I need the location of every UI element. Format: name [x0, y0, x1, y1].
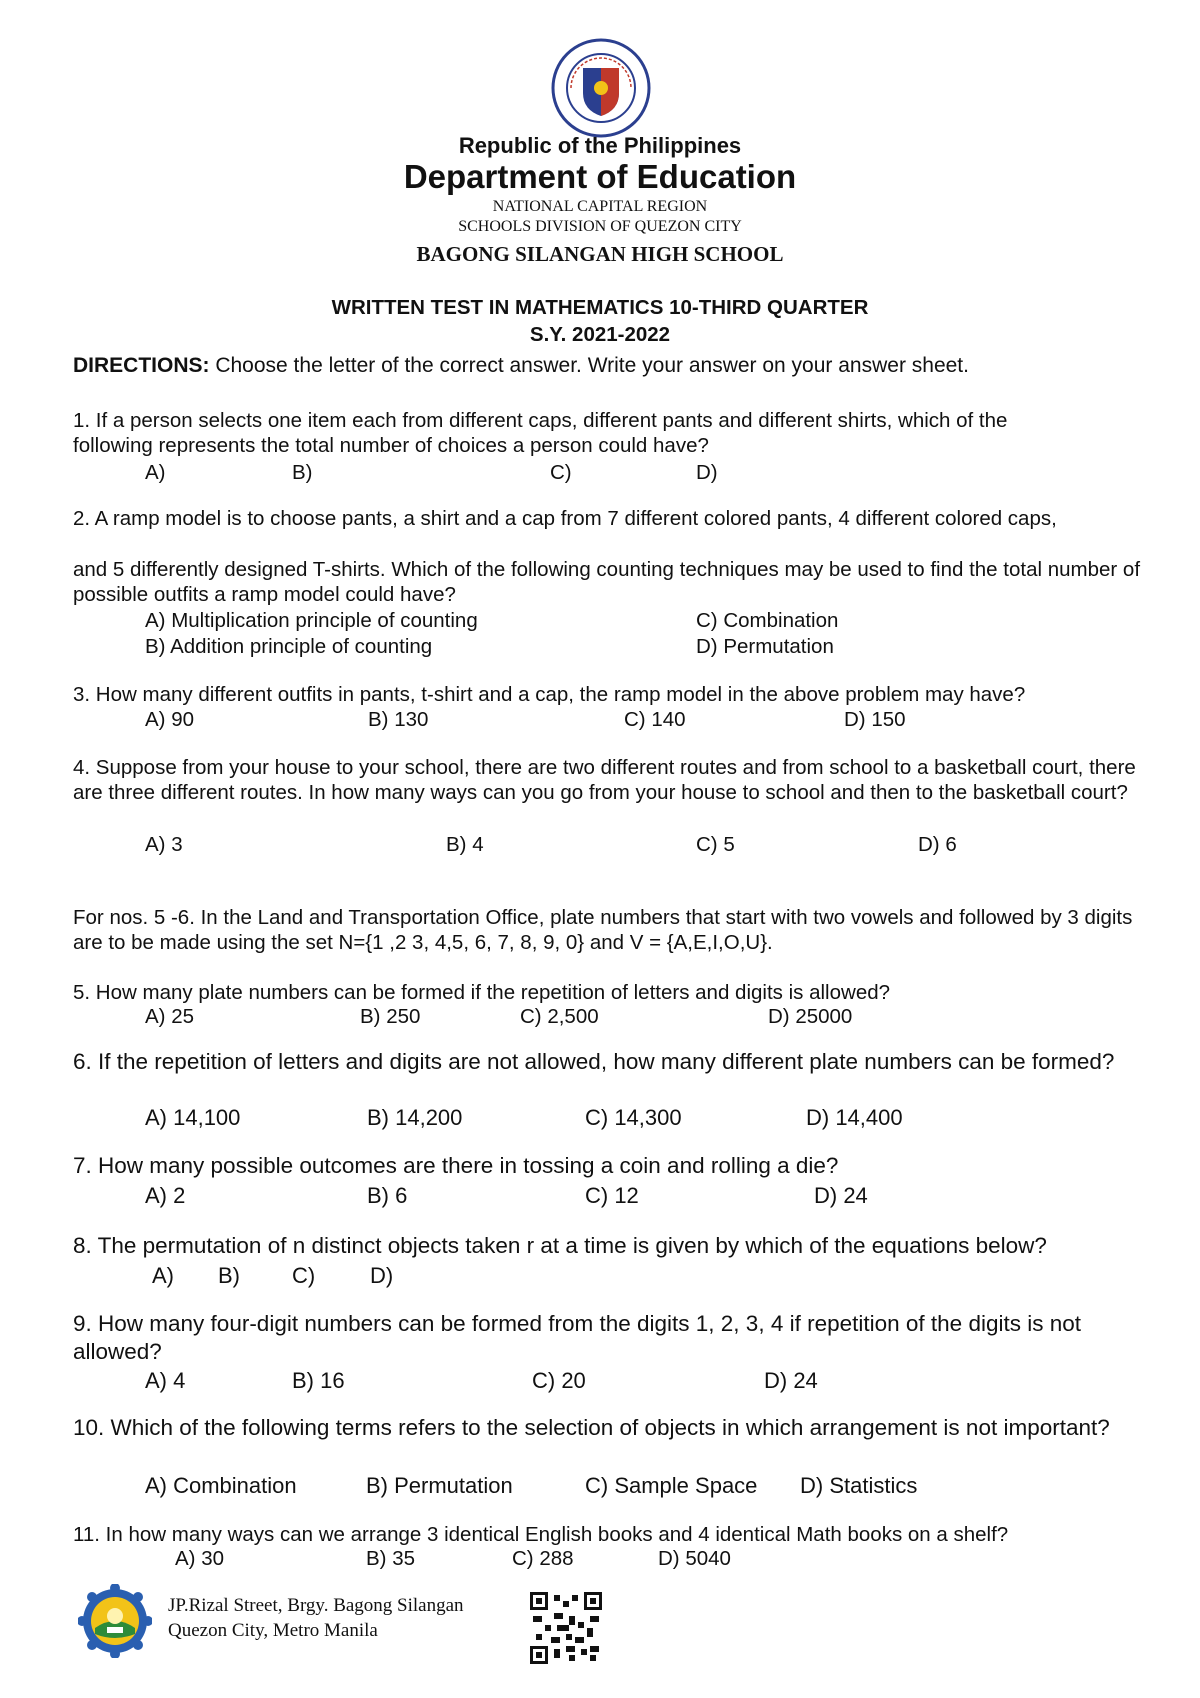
question-4-options: [0, 832, 1200, 857]
question-2: 2. A ramp model is to choose pants, a shirt and a cap from 7 different colored pants, 4 different colored caps,: [73, 507, 1057, 530]
option-a[interactable]: A) 2: [145, 1183, 186, 1208]
directions: [73, 353, 1143, 378]
option-c[interactable]: C): [550, 461, 572, 484]
question-2-options-row2: [0, 634, 1200, 659]
option-d[interactable]: D) 24: [814, 1183, 868, 1208]
question-3: 3. How many different outfits in pants, t-shirt and a cap, the ramp model in the above problem may have?: [73, 683, 1026, 706]
option-c[interactable]: C) 14,300: [585, 1105, 682, 1130]
option-b[interactable]: B) 250: [360, 1005, 421, 1028]
option-a[interactable]: A) 4: [145, 1368, 186, 1393]
option-d[interactable]: D): [370, 1263, 394, 1288]
question-1-options: [0, 460, 1200, 485]
school-year: S.Y. 2021-2022: [529, 323, 671, 346]
question-11: 11. In how many ways can we arrange 3 identical English books and 4 identical Math books on a shelf?: [73, 1523, 1009, 1546]
option-b[interactable]: B): [292, 461, 313, 484]
qr-code: [530, 1592, 602, 1664]
option-b[interactable]: B) 130: [368, 708, 429, 731]
option-c[interactable]: C) Combination: [696, 609, 839, 632]
question-6: 6. If the repetition of letters and digits are not allowed, how many different plate numbers can be formed?: [73, 1049, 1115, 1074]
region-line: NATIONAL CAPITAL REGION: [492, 198, 708, 215]
option-c[interactable]: C) 140: [624, 708, 686, 731]
directions-text: Choose the letter of the correct answer. Write your answer on your answer sheet.: [209, 354, 969, 377]
option-c[interactable]: C) 5: [696, 833, 735, 856]
department-heading: Department of Education: [403, 158, 797, 195]
question-10-options: [0, 1472, 1200, 1500]
question-7: 7. How many possible outcomes are there in tossing a coin and rolling a die?: [73, 1153, 839, 1178]
question-11-options: [0, 1546, 1200, 1571]
option-a[interactable]: A): [145, 461, 166, 484]
option-b[interactable]: B) 14,200: [367, 1105, 463, 1130]
option-a[interactable]: A) 14,100: [145, 1105, 241, 1130]
question-8-options: [0, 1262, 1200, 1290]
question-9: 9. How many four-digit numbers can be formed from the digits 1, 2, 3, 4 if repetition of the digits is not allowed?: [73, 1311, 1081, 1364]
republic-heading: Republic of the Philippines: [458, 133, 742, 158]
address-line-2: Quezon City, Metro Manila: [168, 1620, 378, 1641]
option-c[interactable]: C) 20: [532, 1368, 586, 1393]
test-title: WRITTEN TEST IN MATHEMATICS 10-THIRD QUARTER: [331, 296, 869, 319]
question-3-options: [0, 707, 1200, 732]
option-d[interactable]: D) 5040: [658, 1547, 731, 1570]
option-b[interactable]: B) Addition principle of counting: [145, 635, 433, 658]
option-d[interactable]: D) Permutation: [696, 635, 834, 658]
school-logo: [78, 1584, 152, 1658]
option-a[interactable]: A) 30: [175, 1547, 224, 1570]
option-c[interactable]: C) 12: [585, 1183, 639, 1208]
school-name: BAGONG SILANGAN HIGH SCHOOL: [416, 242, 784, 266]
option-a[interactable]: A): [152, 1263, 174, 1288]
directions-label: DIRECTIONS:: [73, 354, 210, 377]
question-2-options-row1: [0, 608, 1200, 633]
question-1: 1. If a person selects one item each from different caps, different pants and different shirts, which of the following represents the total number of choices a person could have?: [73, 409, 1008, 457]
option-c[interactable]: C) Sample Space: [585, 1473, 758, 1498]
option-d[interactable]: D) 150: [844, 708, 906, 731]
option-c[interactable]: C): [292, 1263, 316, 1288]
option-b[interactable]: B) Permutation: [366, 1473, 513, 1498]
deped-seal: [551, 38, 651, 138]
address-line-1: JP.Rizal Street, Brgy. Bagong Silangan: [168, 1595, 464, 1616]
option-d[interactable]: D) 6: [918, 833, 957, 856]
questions-5-6-intro: For nos. 5 -6. In the Land and Transportation Office, plate numbers that start with two vowels and followed by 3 digits are to be made using the set N={1 ,2 3, 4,5, 6, 7, 8, 9, 0} and V = {A,E,I,O,U}.: [73, 906, 1133, 954]
option-a[interactable]: A) Combination: [145, 1473, 297, 1498]
option-d[interactable]: D): [696, 461, 718, 484]
option-c[interactable]: C) 288: [512, 1547, 574, 1570]
option-b[interactable]: B) 6: [367, 1183, 408, 1208]
option-b[interactable]: B) 35: [366, 1547, 415, 1570]
question-9-options: [0, 1367, 1200, 1395]
option-d[interactable]: D) 25000: [768, 1005, 853, 1028]
question-2-cont: and 5 differently designed T-shirts. Which of the following counting techniques may be used to find the total number of possible outfits a ramp model could have?: [73, 558, 1141, 606]
question-5-options: [0, 1004, 1200, 1029]
question-6-options: [0, 1104, 1200, 1132]
option-a[interactable]: A) 3: [145, 833, 183, 856]
question-5: 5. How many plate numbers can be formed if the repetition of letters and digits is allowed?: [73, 981, 891, 1004]
option-b[interactable]: B): [218, 1263, 240, 1288]
option-a[interactable]: A) Multiplication principle of counting: [145, 609, 478, 632]
option-d[interactable]: D) 24: [764, 1368, 818, 1393]
division-line: SCHOOLS DIVISION OF QUEZON CITY: [458, 218, 742, 235]
option-d[interactable]: D) Statistics: [800, 1473, 918, 1498]
question-8: 8. The permutation of n distinct objects taken r at a time is given by which of the equations below?: [73, 1233, 1047, 1258]
question-4: 4. Suppose from your house to your school, there are two different routes and from school to a basketball court, there are three different routes. In how many ways can you go from your house to school and then to the basketball court?: [73, 756, 1136, 804]
question-10: 10. Which of the following terms refers to the selection of objects in which arrangement is not important?: [73, 1415, 1110, 1440]
option-b[interactable]: B) 4: [446, 833, 484, 856]
option-a[interactable]: A) 90: [145, 708, 194, 731]
option-d[interactable]: D) 14,400: [806, 1105, 903, 1130]
option-a[interactable]: A) 25: [145, 1005, 194, 1028]
option-b[interactable]: B) 16: [292, 1368, 345, 1393]
option-c[interactable]: C) 2,500: [520, 1005, 599, 1028]
question-7-options: [0, 1182, 1200, 1210]
